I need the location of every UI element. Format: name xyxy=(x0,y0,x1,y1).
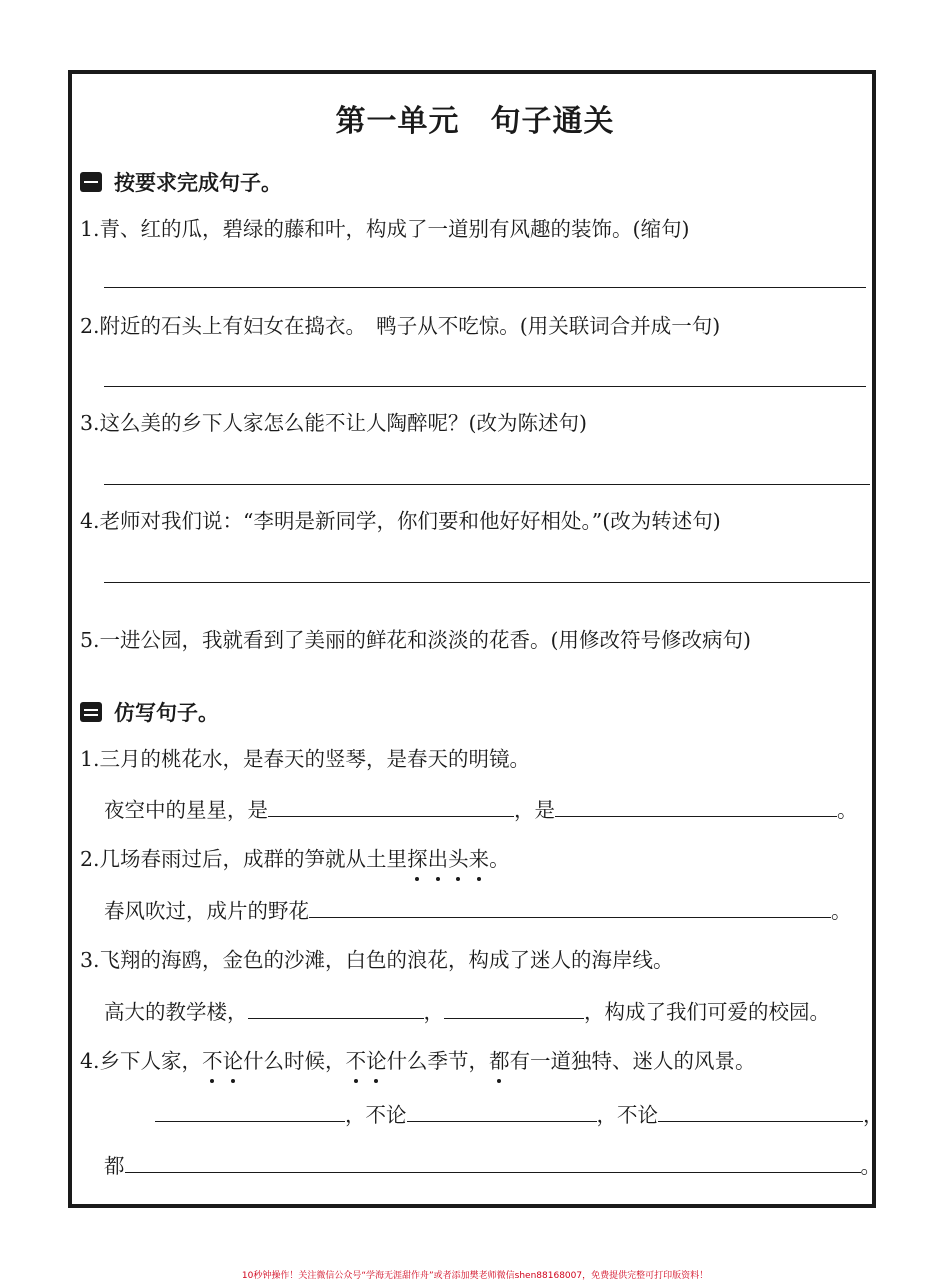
exercise-2-4-prompt-2 xyxy=(104,1150,881,1181)
fill-blank-2-4-b[interactable] xyxy=(407,1099,597,1122)
section-number-one-icon xyxy=(80,172,102,192)
exercise-2-1-example: 1.三月的桃花水，是春天的竖琴，是春天的明镜。 xyxy=(80,747,531,771)
exercise-1-3: 3.这么美的乡下人家怎么能不让人陶醉呢？(改为陈述句) xyxy=(80,411,588,435)
exercise-1-1: 1.青、红的瓜，碧绿的藤和叶，构成了一道别有风趣的装饰。(缩句) xyxy=(80,217,690,241)
exercise-1-5: 5.一进公园，我就看到了美丽的鲜花和淡淡的花香。(用修改符号修改病句) xyxy=(80,628,752,652)
prompt-text: 夜空中的星星，是 xyxy=(104,798,268,822)
prompt-text: 高大的教学楼， xyxy=(104,1000,248,1024)
prompt-text: ，是 xyxy=(514,798,555,822)
fill-blank-2-4-c[interactable] xyxy=(658,1099,863,1122)
example-text: 2.几场春雨过后，成群的笋就从土里 xyxy=(80,847,408,871)
prompt-text: ， xyxy=(423,1000,444,1024)
footer-notice: 10秒钟操作！关注微信公众号“学海无涯甜作舟”或者添加樊老师微信shen88168007，免费提供完整可打印版资料！ xyxy=(241,1271,709,1281)
section-heading-2-text: 仿写句子。 xyxy=(114,701,219,725)
emphasis-char: 来 xyxy=(469,844,490,874)
exercise-2-2-example xyxy=(80,844,510,874)
section-heading-2 xyxy=(80,698,219,726)
prompt-text: ，不论 xyxy=(345,1103,407,1127)
prompt-text: 。 xyxy=(837,798,858,822)
emphasis-char: 论 xyxy=(366,1046,387,1076)
example-text: 4.乡下人家， xyxy=(80,1049,203,1073)
emphasis-char: 头 xyxy=(448,844,469,874)
section-number-two-icon xyxy=(80,702,102,722)
prompt-text: ，不论 xyxy=(596,1103,658,1127)
emphasis-char: 不 xyxy=(202,1046,223,1076)
prompt-text: ， xyxy=(863,1103,884,1127)
exercise-2-3-prompt xyxy=(104,996,830,1027)
emphasis-char: 不 xyxy=(346,1046,367,1076)
fill-blank-2-3-a[interactable] xyxy=(248,996,424,1019)
emphasis-char: 论 xyxy=(223,1046,244,1076)
exercise-1-2: 2.附近的石头上有妇女在捣衣。 鸭子从不吃惊。(用关联词合并成一句) xyxy=(80,314,721,338)
prompt-text: 。 xyxy=(860,1154,881,1178)
example-text: 有一道独特、迷人的风景。 xyxy=(509,1049,756,1073)
exercise-2-4-prompt xyxy=(155,1099,884,1130)
answer-line-1-4[interactable] xyxy=(104,582,870,583)
answer-line-1-3[interactable] xyxy=(104,484,870,485)
prompt-text: ，构成了我们可爱的校园。 xyxy=(584,1000,830,1024)
answer-line-1-1[interactable] xyxy=(104,287,866,288)
exercise-1-4: 4.老师对我们说：“李明是新同学，你们要和他好好相处。”(改为转述句) xyxy=(80,509,721,533)
example-text: 。 xyxy=(489,847,510,871)
exercise-2-4-example xyxy=(80,1046,756,1076)
prompt-text: 春风吹过，成片的野花 xyxy=(104,899,309,923)
fill-blank-2-2[interactable] xyxy=(309,895,831,918)
exercise-2-1-prompt xyxy=(104,794,858,825)
prompt-text: 。 xyxy=(831,899,852,923)
fill-blank-2-1-a[interactable] xyxy=(268,794,514,817)
emphasis-char: 都 xyxy=(489,1046,510,1076)
fill-blank-2-4-d[interactable] xyxy=(125,1150,861,1173)
exercise-2-2-prompt xyxy=(104,895,852,926)
example-text: 什么时候， xyxy=(243,1049,346,1073)
emphasis-char: 出 xyxy=(428,844,449,874)
emphasis-char: 探 xyxy=(407,844,428,874)
fill-blank-2-4-a[interactable] xyxy=(155,1099,345,1122)
exercise-2-3-example: 3.飞翔的海鸥，金色的沙滩，白色的浪花，构成了迷人的海岸线。 xyxy=(80,948,674,972)
page-title: 第一单元 句子通关 xyxy=(335,104,615,139)
section-heading-1-text: 按要求完成句子。 xyxy=(114,171,282,195)
prompt-text: 都 xyxy=(104,1154,125,1178)
answer-line-1-2[interactable] xyxy=(104,386,866,387)
section-heading-1 xyxy=(80,168,282,196)
fill-blank-2-1-b[interactable] xyxy=(555,794,837,817)
fill-blank-2-3-b[interactable] xyxy=(444,996,584,1019)
example-text: 什么季节， xyxy=(386,1049,490,1073)
